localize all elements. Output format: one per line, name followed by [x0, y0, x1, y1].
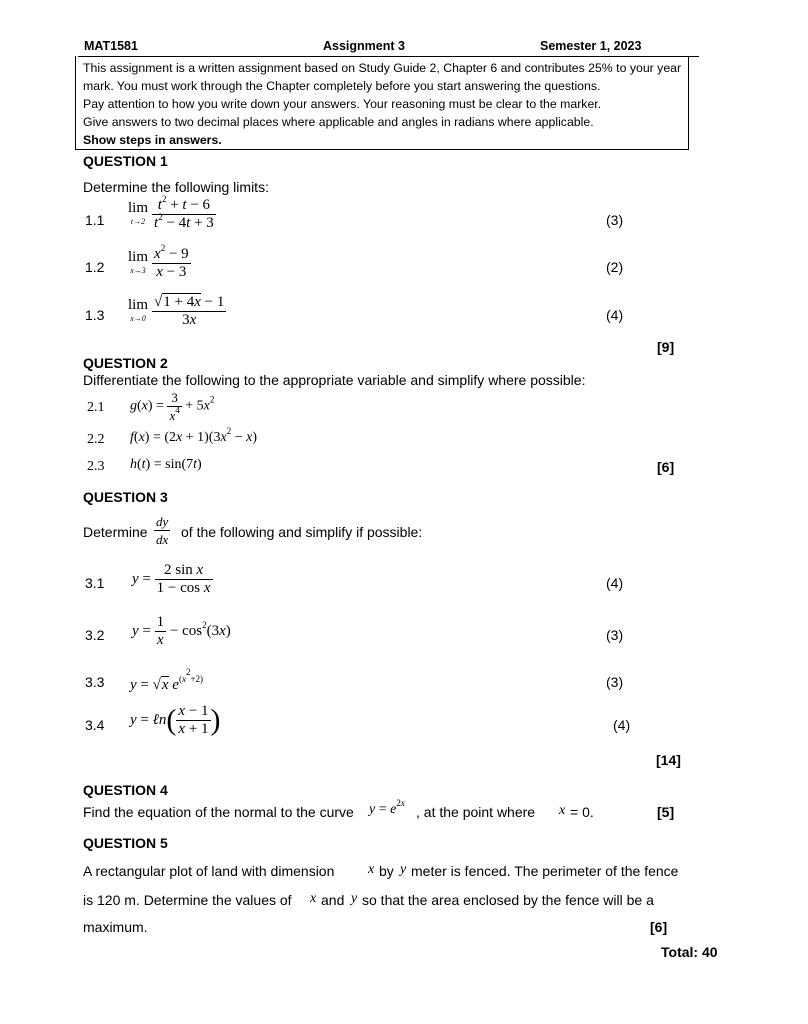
question-5-line-2a: is 120 m. Determine the values of — [83, 892, 292, 908]
question-5-line-1a: A rectangular plot of land with dimension — [83, 863, 335, 879]
instructions-box — [75, 56, 689, 150]
item-number: 3.4 — [85, 717, 105, 733]
assignment-title: Assignment 3 — [323, 39, 405, 53]
question-4-heading: QUESTION 4 — [83, 782, 168, 798]
math-2-1: g(x) = $\frac{3}{x^4}$ + $5x^2$ — [130, 390, 215, 423]
instruction-line: mark. You must work through the Chapter completely before you start answering the questions. — [83, 79, 601, 93]
item-number: 3.1 — [85, 575, 105, 591]
math-3-4: y = ℓn( $\frac{x - 1}{x + 1}$ ) — [130, 703, 221, 737]
question-4-total: [5] — [657, 804, 675, 820]
item-number: 3.2 — [85, 627, 105, 643]
question-5-line-1c: meter is fenced. The perimeter of the fence — [411, 863, 679, 879]
math-curve: $y = e^{2x}$ — [369, 798, 405, 817]
instruction-line: This assignment is a written assignment based on Study Guide 2, Chapter 6 and contributes 25% to your year — [83, 61, 682, 75]
math-x: x — [368, 862, 375, 877]
question-3-total: [14] — [656, 752, 681, 768]
math-x: x — [559, 803, 566, 818]
item-number: 2.2 — [87, 432, 105, 447]
question-1-heading: QUESTION 1 — [83, 153, 168, 169]
item-marks: (4) — [613, 717, 631, 733]
math-dy-dx: $\frac{dy}{dx}$ — [156, 514, 169, 547]
question-5-total: [6] — [650, 919, 668, 935]
question-5-line-3: maximum. — [83, 919, 148, 935]
math-limit-1-2: lim x→3 $\frac{x^2 - 9}{x - 3}$ — [128, 243, 189, 280]
math-y: y — [400, 862, 407, 877]
question-3-instruction-pre: Determine — [83, 524, 148, 540]
item-number: 2.1 — [87, 400, 105, 415]
question-5-heading: QUESTION 5 — [83, 835, 168, 851]
question-5-line-2b: and — [321, 892, 345, 908]
instruction-line-bold: Show steps in answers. — [83, 133, 222, 147]
question-4-text-post: , at the point where — [416, 804, 536, 820]
math-2-2: $f(x) = (2x + 1)(3x^2 - x)$ — [130, 426, 257, 445]
question-3-heading: QUESTION 3 — [83, 489, 168, 505]
question-5-line-2c: so that the area enclosed by the fence will be a — [362, 892, 654, 908]
math-2-3: h(t) = sin(7t) — [130, 457, 202, 472]
question-2-instruction: Differentiate the following to the appropriate variable and simplify where possible: — [83, 372, 586, 388]
math-x: x — [310, 891, 317, 906]
math-3-1: y = $\frac{\text{2 sin x}}{\text{1 − cos x}}$ — [132, 562, 211, 596]
item-marks: (4) — [606, 307, 624, 323]
question-2-total: [6] — [657, 459, 675, 475]
semester-label: Semester 1, 2023 — [540, 39, 642, 53]
math-y: y — [351, 891, 358, 906]
item-marks: (2) — [606, 259, 624, 275]
question-5-line-1b: by — [379, 863, 394, 879]
item-number: 2.3 — [87, 459, 105, 474]
instruction-line: Give answers to two decimal places where applicable and angles in radians where applicable. — [83, 115, 594, 129]
question-4-text-end: = 0. — [570, 804, 594, 820]
item-number: 1.2 — [85, 259, 105, 275]
item-marks: (3) — [606, 674, 624, 690]
item-marks: (3) — [606, 627, 624, 643]
item-number: 1.3 — [85, 307, 105, 323]
question-1-total: [9] — [657, 339, 675, 355]
question-4-text-pre: Find the equation of the normal to the curve — [83, 804, 354, 820]
math-3-2: y = $\frac{1}{x}$ − $\cos^2(3x)$ — [132, 614, 231, 648]
math-limit-1-3: lim x→0 $\frac{√1 + 4x - 1}{3x}$ — [128, 294, 225, 328]
item-number: 1.1 — [85, 212, 105, 228]
math-limit-1-1: lim t→2 $\frac{t^2 + t - 6}{t^2 - 4t + 3}$ — [128, 194, 214, 231]
question-2-heading: QUESTION 2 — [83, 355, 168, 371]
grand-total: Total: 40 — [661, 944, 718, 960]
instruction-line: Pay attention to how you write down your answers. Your reasoning must be clear to the marker. — [83, 97, 602, 111]
question-3-instruction-post: of the following and simplify if possible: — [181, 524, 423, 540]
item-number: 3.3 — [85, 674, 105, 690]
item-marks: (4) — [606, 575, 624, 591]
item-marks: (3) — [606, 212, 624, 228]
question-1-instruction: Determine the following limits: — [83, 179, 269, 195]
course-code: MAT1581 — [84, 39, 138, 53]
math-3-3: y = √x $e^{(x^2+2)}$ — [130, 667, 204, 693]
